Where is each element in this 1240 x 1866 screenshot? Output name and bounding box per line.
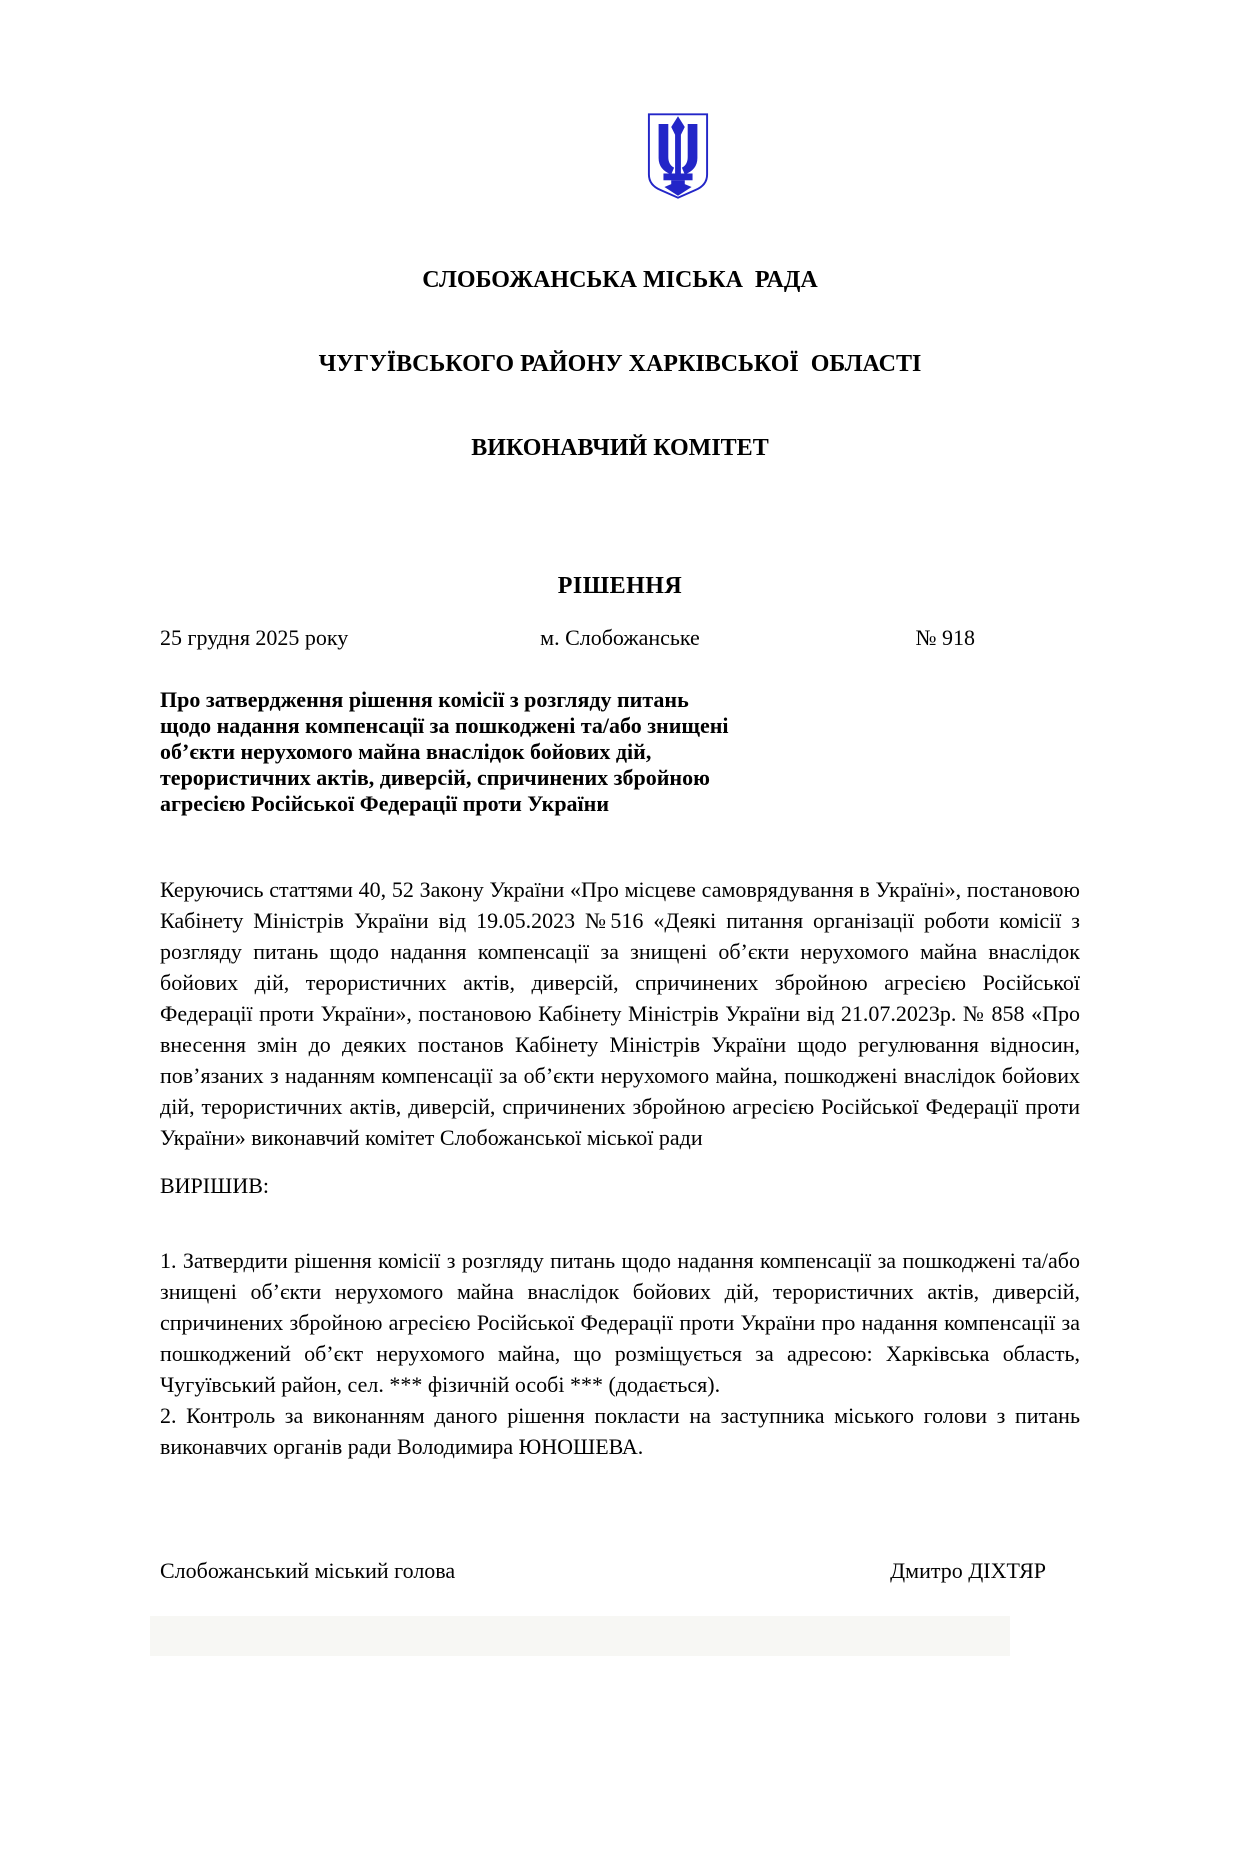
- decision-subject: [160, 687, 1080, 817]
- signatory-name: Дмитро ДІХТЯР: [890, 1558, 1046, 1583]
- decision-subject-line: об’єкти нерухомого майна внаслідок бойових дій,: [160, 739, 652, 764]
- district-name: ЧУГУЇВСЬКОГО РАЙОНУ ХАРКІВСЬКОЇ ОБЛАСТІ: [318, 351, 922, 377]
- decision-subject-line: терористичних актів, диверсій, спричинених збройною: [160, 765, 710, 790]
- committee-name: ВИКОНАВЧИЙ КОМІТЕТ: [471, 435, 769, 461]
- decision-subject-line: щодо надання компенсації за пошкоджені та/або знищені: [160, 713, 729, 738]
- decision-subject-line: агресією Російської Федерації проти України: [160, 791, 610, 816]
- decision-items: [160, 1245, 1080, 1462]
- document-place: м. Слобожанське: [540, 625, 700, 650]
- decision-document-page: [0, 112, 1240, 1866]
- resolved-label: ВИРІШИВ:: [160, 1173, 269, 1198]
- document-meta-row: [160, 625, 1080, 651]
- ukraine-trident-emblem-icon: [646, 112, 710, 202]
- signatory-position: Слобожанський міський голова: [160, 1558, 456, 1583]
- council-name: СЛОБОЖАНСЬКА МІСЬКА РАДА: [422, 267, 818, 293]
- signature-row: [160, 1558, 1080, 1584]
- document-number: № 918: [915, 625, 975, 650]
- signature-stamp-area: [150, 1616, 1010, 1656]
- decision-subject-line: Про затвердження рішення комісії з розгляду питань: [160, 687, 689, 712]
- preamble-paragraph: Керуючись статтями 40, 52 Закону України «Про місцеве самоврядування в Україні», постановою Кабінету Міністрів України від 19.05.2023 №516 «Деякі питання організації роботи комісії з розгляду питань щодо надання компенсації за знищені об’єкти нерухомого майна внаслідок бойових дій, терористичних актів, диверсій, спричинених збройною агресією Російської Федерації проти України», постановою Кабінету Міністрів України від 21.07.2023р. № 858 «Про внесення змін до деяких постанов Кабінету Міністрів України щодо регулювання відносин, пов’язаних з наданням компенсації за об’єкти нерухомого майна, пошкоджені внаслідок бойових дій, терористичних актів, диверсій, спричинених збройною агресією Російської Федерації проти України» виконавчий комітет Слобожанської міської ради: [160, 877, 1080, 1150]
- document-type-title: РІШЕННЯ: [557, 573, 683, 599]
- decision-item-1: 1. Затвердити рішення комісії з розгляду питань щодо надання компенсації за пошкоджені та/або знищені об’єкти нерухомого майна внаслідок бойових дій, терористичних актів, диверсій, спричинених збройною агресією Російської Федерації проти України про надання компенсації за пошкоджений об’єкт нерухомого майна, що розміщується за адресою: Харківська область, Чугуївський район, сел. *** фізичній особі *** (додається).: [160, 1248, 1080, 1397]
- document-date: 25 грудня 2025 року: [160, 625, 349, 650]
- decision-item-2: 2. Контроль за виконанням даного рішення покласти на заступника міського голови з питань виконавчих органів ради Володимира ЮНОШЕВА.: [160, 1403, 1080, 1459]
